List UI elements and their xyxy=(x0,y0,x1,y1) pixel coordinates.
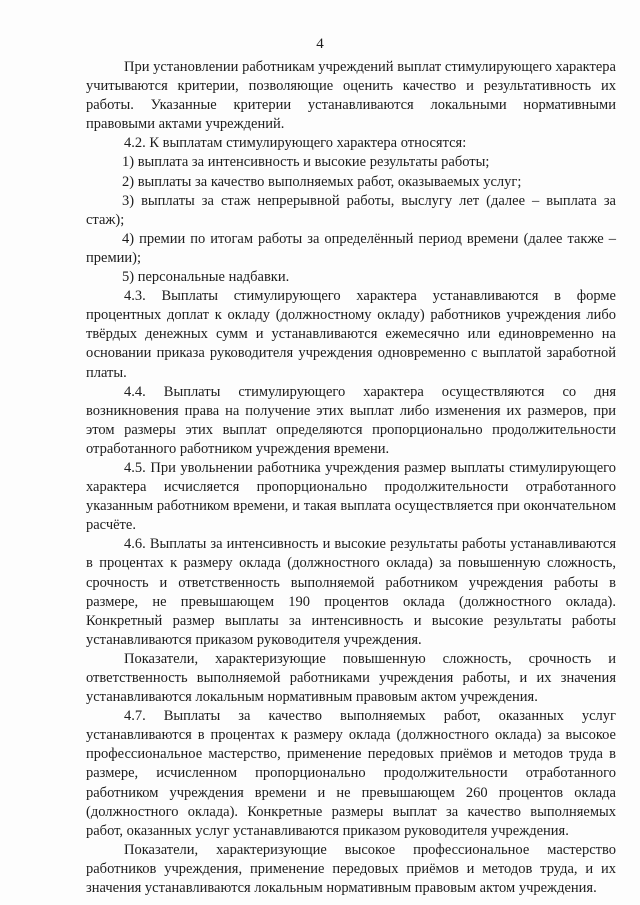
list-item-2: 2) выплаты за качество выполняемых работ, оказываемых услуг; xyxy=(122,173,522,190)
document-body xyxy=(86,58,616,898)
list-item-1: 1) выплата за интенсивность и высокие результаты работы; xyxy=(122,154,490,171)
paragraph-4-5: 4.5. При увольнении работника учреждения размер выплаты стимулирующего характера исчисляется пропорционально продолжительности отработанного указанным работником времени, и такая выплата осуществляется при окончательном расчёте. xyxy=(86,459,616,534)
paragraph-4-6: 4.6. Выплаты за интенсивность и высокие результаты работы устанавливаются в процентах к размеру оклада (должностного оклада) за повышенную сложность, срочность и ответственность выполняемой работником учреждения работы в размере, не превышающем 190 процентов оклада (должностного оклада). Конкретный размер выплаты за интенсивность и высокие результаты работы устанавливаются приказом руководителя учреждения. xyxy=(86,536,616,648)
paragraph-4-6-indicators: Показатели, характеризующие повышенную сложность, срочность и ответственность выполняемой работниками учреждения работы, и их значения устанавливаются локальным нормативным правовым актом учреждения. xyxy=(86,650,616,706)
paragraph-4-3: 4.3. Выплаты стимулирующего характера устанавливаются в форме процентных доплат к окладу (должностному окладу) работников учреждения либо твёрдых денежных сумм и устанавливаются ежемесячно или единовременно на основании приказа руководителя учреждения одновременно с выплатой заработной платы. xyxy=(86,288,616,381)
paragraph-4-4: 4.4. Выплаты стимулирующего характера осуществляются со дня возникновения права на получение этих выплат либо изменения их размеров, при этом размеры этих выплат определяются пропорционально продолжительности отработанного работником учреждения времени. xyxy=(86,383,616,457)
paragraph-criteria-intro: При установлении работникам учреждений выплат стимулирующего характера учитываются критерии, позволяющие оценить качество и результативность их работы. Указанные критерии устанавливаются локальными нормативными правовыми актами учреждений. xyxy=(86,59,616,133)
list-item-4: 4) премии по итогам работы за определённый период времени (далее также – премии); xyxy=(86,230,616,266)
list-item-5: 5) персональные надбавки. xyxy=(122,269,290,286)
list-item-3: 3) выплаты за стаж непрерывной работы, выслугу лет (далее – выплата за стаж); xyxy=(86,192,616,228)
paragraph-4-2-heading: 4.2. К выплатам стимулирующего характера относятся: xyxy=(124,135,467,152)
paragraph-4-7-indicators: Показатели, характеризующие высокое профессиональное мастерство работников учреждения, применение передовых приёмов и методов труда, и их значения устанавливаются локальным нормативным правовым актом учреждения. xyxy=(86,841,616,897)
page-number: 4 xyxy=(316,36,324,52)
paragraph-4-7: 4.7. Выплаты за качество выполняемых работ, оказанных услуг устанавливаются в процентах к размеру оклада (должностного оклада) за высокое профессиональное мастерство, применение передовых приёмов и методов труда в размере, исчисленном пропорционально продолжительности отработанного работником учреждения времени и не превышающем 260 процентов оклада (должностного оклада). Конкретные размеры выплат за качество выполняемых работ, оказанных услуг устанавливаются приказом руководителя учреждения. xyxy=(86,708,616,839)
